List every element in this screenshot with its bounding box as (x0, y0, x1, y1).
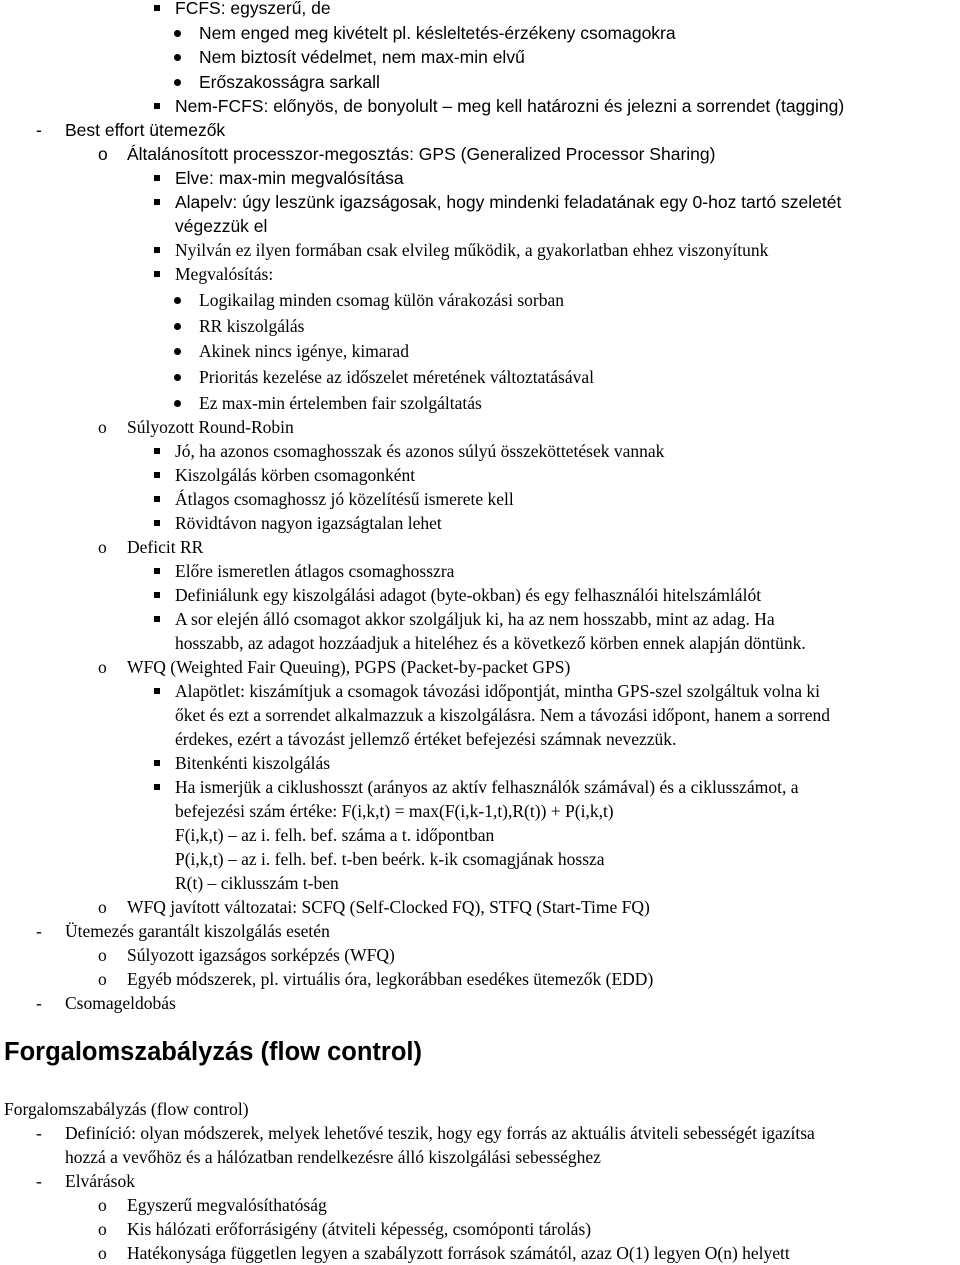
list-item (0, 583, 960, 607)
list-item (0, 94, 960, 118)
circle-bullet: o (98, 945, 107, 965)
dot-bullet-icon (174, 297, 181, 304)
line-text: Erőszakosságra sarkall (199, 72, 380, 92)
line-text: Elve: max-min megvalósítása (175, 168, 404, 188)
line-text: Csomageldobás (65, 993, 176, 1013)
line-text: Logikailag minden csomag külön várakozási sorban (199, 290, 564, 310)
list-item (0, 655, 960, 679)
line-text: Alapelv: úgy leszünk igazságosak, hogy mindenki feladatának egy 0-hoz tartó szeletét (175, 192, 842, 212)
list-item (0, 314, 960, 338)
circle-bullet: o (98, 537, 107, 557)
circle-bullet: o (98, 897, 107, 917)
line-text: Általánosított processzor-megosztás: GPS (Generalized Processor Sharing) (127, 144, 716, 164)
square-bullet-icon (154, 784, 160, 790)
list-item (0, 142, 960, 166)
list-item (0, 463, 960, 487)
dot-bullet-icon (174, 400, 181, 407)
list-item (0, 415, 960, 439)
list-item (0, 190, 960, 214)
list-item (0, 1241, 960, 1265)
list-item (0, 1169, 960, 1193)
square-bullet-icon (154, 760, 160, 766)
dot-bullet-icon (174, 374, 181, 381)
line-text: Nem enged meg kivételt pl. késleltetés-érzékeny csomagokra (199, 23, 676, 43)
list-item (0, 679, 960, 703)
line-text: Egyéb módszerek, pl. virtuális óra, legkorábban esedékes ütemezők (EDD) (127, 969, 654, 989)
square-bullet-icon (154, 616, 160, 622)
line-text: Súlyozott igazságos sorképzés (WFQ) (127, 945, 395, 965)
dash-bullet: - (36, 993, 42, 1013)
square-bullet-icon (154, 103, 160, 109)
list-item (0, 919, 960, 943)
line-text: Bitenkénti kiszolgálás (175, 753, 331, 773)
line-text: Kis hálózati erőforrásigény (átviteli képesség, csomóponti tárolás) (127, 1219, 592, 1239)
list-item (0, 339, 960, 363)
list-item (0, 1193, 960, 1217)
square-bullet-icon (154, 496, 160, 502)
square-bullet-icon (154, 688, 160, 694)
line-text: F(i,k,t) – az i. felh. bef. száma a t. időpontban (175, 825, 495, 845)
line-text: P(i,k,t) – az i. felh. bef. t-ben beérk. k-ik csomagjának hossza (175, 849, 605, 869)
square-bullet-icon (154, 175, 160, 181)
line-text: Best effort ütemezők (65, 120, 226, 140)
line-text: Súlyozott Round-Robin (127, 417, 294, 437)
line-text: Egyszerű megvalósíthatóság (127, 1195, 327, 1215)
list-item (0, 439, 960, 463)
line-text: WFQ javított változatai: SCFQ (Self-Clocked FQ), STFQ (Start-Time FQ) (127, 897, 650, 917)
dot-bullet-icon (174, 30, 181, 37)
list-item (0, 823, 960, 847)
square-bullet-icon (154, 5, 160, 11)
list-item (0, 391, 960, 415)
dot-bullet-icon (174, 323, 181, 330)
list-item (0, 559, 960, 583)
circle-bullet: o (98, 417, 107, 437)
square-bullet-icon (154, 472, 160, 478)
list-item (0, 943, 960, 967)
list-item (0, 166, 960, 190)
list-item (0, 703, 960, 727)
list-item (0, 751, 960, 775)
list-item (0, 1217, 960, 1241)
line-text: Ha ismerjük a ciklushosszt (arányos az aktív felhasználók számával) és a ciklusszámot, a (175, 777, 799, 797)
list-item (0, 1145, 960, 1169)
square-bullet-icon (154, 247, 160, 253)
line-text: Kiszolgálás körben csomagonként (175, 465, 416, 485)
list-item (0, 262, 960, 286)
circle-bullet: o (98, 657, 107, 677)
circle-bullet: o (98, 1219, 107, 1239)
list-item (0, 991, 960, 1015)
list-item (0, 775, 960, 799)
list-item (0, 511, 960, 535)
line-text: Ez max-min értelemben fair szolgáltatás (199, 393, 482, 413)
line-text: R(t) – ciklusszám t-ben (175, 873, 339, 893)
line-text: Forgalomszabályzás (flow control) (4, 1099, 249, 1119)
line-text: A sor elején álló csomagot akkor szolgáljuk ki, ha az nem hosszabb, mint az adag. Ha (175, 609, 775, 629)
line-text: hosszabb, az adagot hozzáadjuk a hiteléhez és a következő körben ennek alapján döntünk. (175, 633, 806, 653)
list-item (0, 871, 960, 895)
list-item (0, 631, 960, 655)
list-item (0, 70, 960, 94)
line-text: Hatékonysága független legyen a szabályzott források számától, azaz O(1) legyen O(n) helyett (127, 1243, 790, 1263)
line-text: Rövidtávon nagyon igazságtalan lehet (175, 513, 442, 533)
line-text: FCFS: egyszerű, de (175, 0, 331, 18)
list-item (0, 967, 960, 991)
list-item (0, 118, 960, 142)
square-bullet-icon (154, 271, 160, 277)
dash-bullet: - (36, 120, 42, 140)
line-text: végezzük el (175, 216, 268, 236)
square-bullet-icon (154, 568, 160, 574)
line-text: hozzá a vevőhöz és a hálózatban rendelkezésre álló kiszolgálási sebességhez (65, 1147, 601, 1167)
line-text: Nem-FCFS: előnyös, de bonyolult – meg kell határozni és jelezni a sorrendet (tagging) (175, 96, 845, 116)
line-text: Deficit RR (127, 537, 204, 557)
circle-bullet: o (98, 144, 108, 164)
list-item (0, 288, 960, 312)
dot-bullet-icon (174, 348, 181, 355)
line-text: Akinek nincs igénye, kimarad (199, 341, 409, 361)
dash-bullet: - (36, 1171, 42, 1191)
line-text: Definiálunk egy kiszolgálási adagot (byte-okban) és egy felhasználói hitelszámlálót (175, 585, 762, 605)
square-bullet-icon (154, 592, 160, 598)
section-heading: Forgalomszabályzás (flow control) (4, 1038, 422, 1066)
list-item (0, 607, 960, 631)
dot-bullet-icon (174, 79, 181, 86)
list-item (0, 1097, 960, 1121)
square-bullet-icon (154, 520, 160, 526)
dash-bullet: - (36, 1123, 42, 1143)
line-text: Nem biztosít védelmet, nem max-min elvű (199, 47, 525, 67)
line-text: Ütemezés garantált kiszolgálás esetén (65, 921, 330, 941)
line-text: Alapötlet: kiszámítjuk a csomagok távozási időpontját, mintha GPS-szel szolgáltuk volna ki (175, 681, 820, 701)
square-bullet-icon (154, 448, 160, 454)
dash-bullet: - (36, 921, 42, 941)
list-item (0, 365, 960, 389)
line-text: befejezési szám értéke: F(i,k,t) = max(F(i,k-1,t),R(t)) + P(i,k,t) (175, 801, 614, 821)
circle-bullet: o (98, 1195, 107, 1215)
line-text: Prioritás kezelése az időszelet méretének változtatásával (199, 367, 595, 387)
list-item (0, 1121, 960, 1145)
line-text: Jó, ha azonos csomaghosszak és azonos súlyú összeköttetések vannak (175, 441, 665, 461)
list-item (0, 895, 960, 919)
list-item (0, 214, 960, 238)
list-item (0, 487, 960, 511)
line-text: őket és ezt a sorrendet alkalmazzuk a kiszolgálásra. Nem a távozási időpont, hanem a sorrend (175, 705, 831, 725)
dot-bullet-icon (174, 54, 181, 61)
list-item (0, 0, 960, 20)
list-item (0, 238, 960, 262)
line-text: WFQ (Weighted Fair Queuing), PGPS (Packet-by-packet GPS) (127, 657, 571, 677)
list-item (0, 847, 960, 871)
circle-bullet: o (98, 1243, 107, 1263)
circle-bullet: o (98, 969, 107, 989)
line-text: RR kiszolgálás (199, 316, 305, 336)
line-text: Átlagos csomaghossz jó közelítésű ismerete kell (175, 489, 514, 509)
line-text: Elvárások (65, 1171, 135, 1191)
list-item (0, 21, 960, 45)
list-item (0, 799, 960, 823)
list-item (0, 45, 960, 69)
line-text: Nyilván ez ilyen formában csak elvileg működik, a gyakorlatban ehhez viszonyítunk (175, 240, 769, 260)
line-text: Megvalósítás: (175, 264, 274, 284)
line-text: érdekes, ezért a távozást jellemző értéket befejezési számnak nevezzük. (175, 729, 677, 749)
line-text: Definíció: olyan módszerek, melyek lehetővé teszik, hogy egy forrás az aktuális átviteli sebességét igazítsa (65, 1123, 815, 1143)
square-bullet-icon (154, 199, 160, 205)
list-item (0, 727, 960, 751)
line-text: Előre ismeretlen átlagos csomaghosszra (175, 561, 455, 581)
list-item (0, 535, 960, 559)
